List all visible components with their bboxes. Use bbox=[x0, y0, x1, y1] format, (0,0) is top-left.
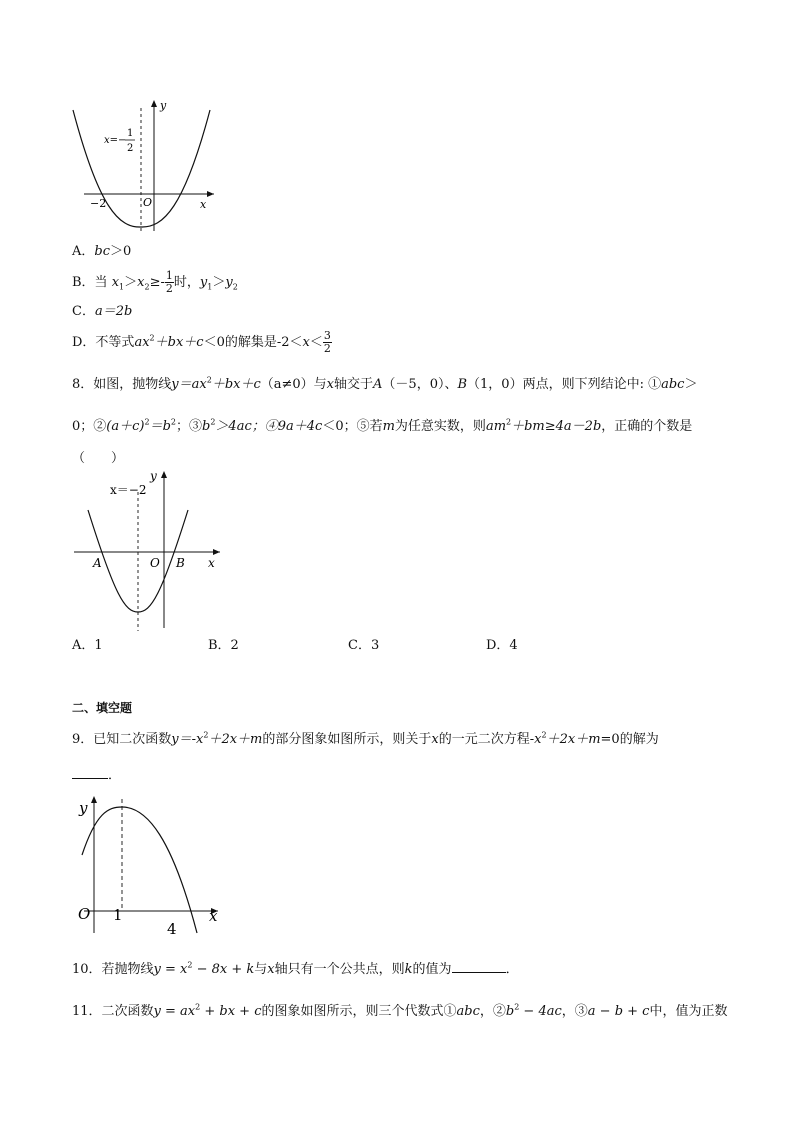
q10-line: 10．若抛物线$y = x^2 - 8x + k$与x轴只有一个公共点，则k的值为 ． bbox=[72, 958, 519, 980]
figure-q9 bbox=[72, 793, 232, 938]
symmetry-axis-numerator: 1 bbox=[127, 128, 134, 139]
x-axis-arrow bbox=[213, 549, 220, 555]
q7-option-a[interactable]: A．bc＞0 bbox=[72, 244, 132, 259]
q8-option-c[interactable]: C．3 bbox=[348, 638, 380, 653]
q9-line-1: 9．已知二次函数$y=-x^2+2x+m$的部分图象如图所示，则关于x的一元二次方程$-x^2+2x+m=0$的解为 bbox=[72, 730, 659, 747]
fraction-three-halves: $\frac{3}{2}$ bbox=[323, 329, 331, 355]
q8-line-2: 0；$②(a+c)^2=b^2$；$③b^2>4ac$；④9a＋4c＜0；⑤若m为任意实数，则$am^2+bm\ge 4a-2b$，正确的个数是 bbox=[72, 417, 693, 434]
y-axis-label: y bbox=[150, 469, 157, 483]
symmetry-axis-equation: x=− bbox=[104, 135, 127, 146]
figure-q8 bbox=[70, 466, 230, 636]
x-axis-arrow bbox=[207, 191, 214, 197]
y-axis-label: y bbox=[160, 99, 167, 112]
q8-line-1: 8．如图，抛物线$y=ax^2+bx+c(a\ne 0)$与x轴交于A（－5，0）、B（1，0）两点，则下列结论中: ①abc＞ bbox=[72, 375, 698, 392]
q8-option-b[interactable]: B．2 bbox=[208, 638, 239, 653]
y-axis-arrow bbox=[161, 471, 167, 478]
parabola-curve bbox=[82, 807, 197, 933]
q8-option-a[interactable]: A．1 bbox=[72, 638, 103, 653]
q9-parabola-graph bbox=[72, 793, 232, 938]
point-b-label: B bbox=[176, 556, 185, 570]
q7-parabola-graph bbox=[64, 96, 224, 241]
q8-parabola-graph bbox=[70, 466, 230, 636]
tick-one-label: 1 bbox=[113, 906, 123, 924]
section-title: 二、填空题 bbox=[72, 701, 133, 715]
x-axis-label: x bbox=[208, 556, 215, 570]
tick-four-label: 4 bbox=[167, 920, 177, 938]
neg-two-label: −2 bbox=[90, 197, 107, 210]
y-axis-label: y bbox=[79, 799, 88, 817]
x-axis-label: x bbox=[209, 907, 218, 925]
symmetry-axis-equation: x＝−2 bbox=[110, 483, 147, 497]
q7-option-c[interactable]: C．a＝2b bbox=[72, 304, 133, 319]
origin-label: O bbox=[143, 196, 153, 209]
symmetry-axis-denominator: 2 bbox=[127, 143, 134, 154]
y-axis-arrow bbox=[91, 796, 97, 803]
y-axis-arrow bbox=[151, 100, 157, 107]
q11-line: 11．二次函数$y = ax^2$ + bx + c的图象如图所示，则三个代数式①abc，$②b^2 - 4ac$，③a − b + c中，值为正数 bbox=[72, 1002, 728, 1019]
q9-line-2: ． bbox=[72, 764, 121, 786]
q7-option-b[interactable]: B．当 $x_1>x_2\ge-$ $\frac{1}{2}$ 时，$y_1>y_2$ bbox=[72, 269, 238, 295]
figure-q7 bbox=[64, 96, 224, 241]
q7-option-d[interactable]: D．不等式$ax^2+bx+c<0$的解集是-2＜x＜ $\frac{3}{2}$ bbox=[72, 329, 331, 355]
q8-line-3: （ ） bbox=[72, 451, 125, 466]
point-a-label: A bbox=[93, 556, 102, 570]
fraction-half: $\frac{1}{2}$ bbox=[165, 269, 173, 295]
x-axis-label: x bbox=[200, 198, 207, 211]
q9-answer-blank[interactable] bbox=[72, 764, 108, 779]
q10-answer-blank[interactable] bbox=[452, 958, 506, 973]
q8-option-d[interactable]: D．4 bbox=[486, 638, 518, 653]
origin-label: O bbox=[150, 556, 160, 570]
origin-label: O bbox=[78, 905, 91, 923]
